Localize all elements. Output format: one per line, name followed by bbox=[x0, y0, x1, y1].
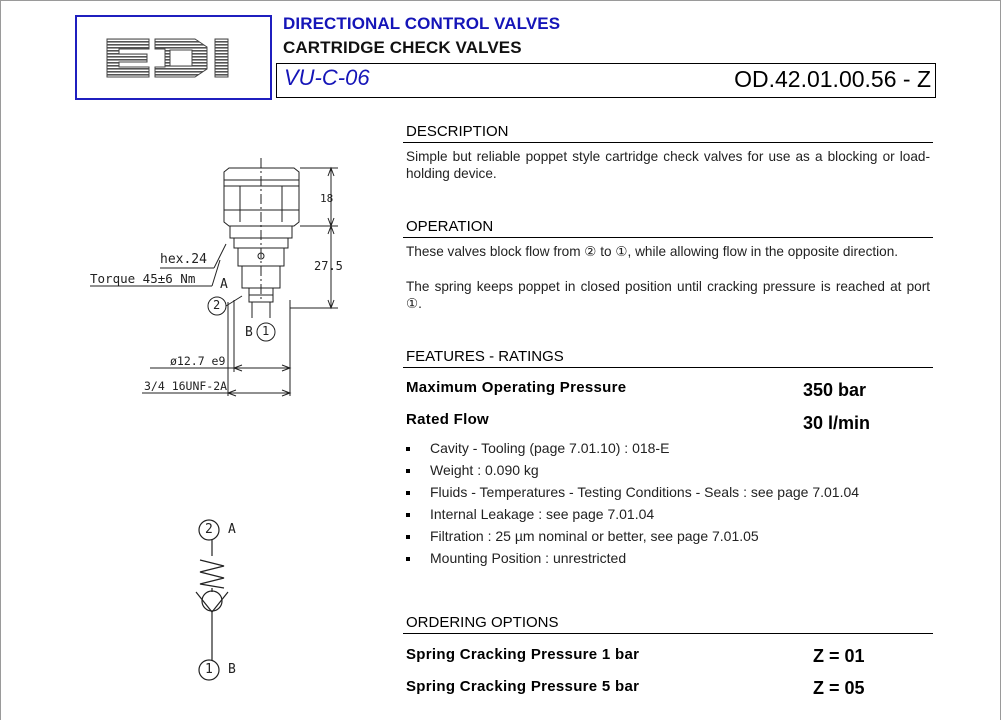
bullet-dot bbox=[406, 469, 410, 473]
feature-text: Internal Leakage : see page 7.01.04 bbox=[430, 506, 655, 522]
document-code: OD.42.01.00.56 - Z bbox=[734, 66, 931, 92]
symbol-label-a: A bbox=[228, 522, 236, 537]
bullet-dot bbox=[406, 491, 410, 495]
ordering-label-1bar: Spring Cracking Pressure 1 bar bbox=[406, 646, 640, 663]
feature-text: Cavity - Tooling (page 7.01.10) : 018-E bbox=[430, 440, 670, 456]
bullet-dot bbox=[406, 557, 410, 561]
rating-label-flow: Rated Flow bbox=[406, 411, 490, 428]
bullet-dot bbox=[406, 447, 410, 451]
ordering-divider bbox=[403, 633, 933, 634]
bullet-dot bbox=[406, 535, 410, 539]
features-divider bbox=[403, 367, 933, 368]
diameter-label: ø12.7 e9 bbox=[170, 354, 226, 368]
hex-label: hex.24 bbox=[160, 252, 207, 267]
port-a-label: A bbox=[220, 277, 228, 292]
description-heading: DESCRIPTION bbox=[406, 123, 509, 140]
ordering-label-5bar: Spring Cracking Pressure 5 bar bbox=[406, 678, 640, 695]
operation-divider bbox=[403, 237, 933, 238]
check-valve-symbol bbox=[0, 0, 300, 721]
category-title: DIRECTIONAL CONTROL VALVES bbox=[283, 14, 561, 33]
feature-text: Filtration : 25 µm nominal or better, see page 7.01.05 bbox=[430, 528, 759, 544]
operation-text-1: These valves block flow from ② to ①, while allowing flow in the opposite direction. bbox=[406, 244, 899, 259]
symbol-port-2: 2 bbox=[205, 522, 213, 537]
thread-label: 3/4 16UNF-2A bbox=[144, 379, 228, 393]
rating-value-flow: 30 l/min bbox=[803, 413, 871, 433]
description-divider bbox=[403, 142, 933, 143]
subcategory-title: CARTRIDGE CHECK VALVES bbox=[283, 38, 522, 57]
ordering-value-1bar: Z = 01 bbox=[813, 646, 865, 666]
rating-label-pressure: Maximum Operating Pressure bbox=[406, 379, 627, 396]
dim-27-5: 27.5 bbox=[314, 259, 343, 273]
torque-label: Torque 45±6 Nm bbox=[90, 271, 196, 286]
description-text: Simple but reliable poppet style cartridge check valves for use as a blocking or load-holding device. bbox=[406, 149, 930, 181]
symbol-label-b: B bbox=[228, 662, 236, 677]
rating-value-pressure: 350 bar bbox=[803, 380, 867, 400]
feature-text: Fluids - Temperatures - Testing Conditions - Seals : see page 7.01.04 bbox=[430, 484, 860, 500]
operation-text-2: The spring keeps poppet in closed position until cracking pressure is reached at port ①. bbox=[406, 279, 930, 311]
port-b-label: B bbox=[245, 325, 253, 340]
symbol-port-1: 1 bbox=[205, 662, 213, 677]
port-2-number: 2 bbox=[213, 298, 221, 312]
operation-heading: OPERATION bbox=[406, 218, 494, 235]
features-heading: FEATURES - RATINGS bbox=[406, 348, 564, 365]
ordering-heading: ORDERING OPTIONS bbox=[406, 614, 559, 631]
port-1-number: 1 bbox=[262, 324, 270, 338]
dim-18: 18 bbox=[320, 192, 334, 205]
ordering-value-5bar: Z = 05 bbox=[813, 678, 865, 698]
bullet-dot bbox=[406, 513, 410, 517]
feature-text: Weight : 0.090 kg bbox=[430, 462, 539, 478]
model-code: VU-C-06 bbox=[284, 65, 370, 90]
feature-text: Mounting Position : unrestricted bbox=[430, 550, 627, 566]
